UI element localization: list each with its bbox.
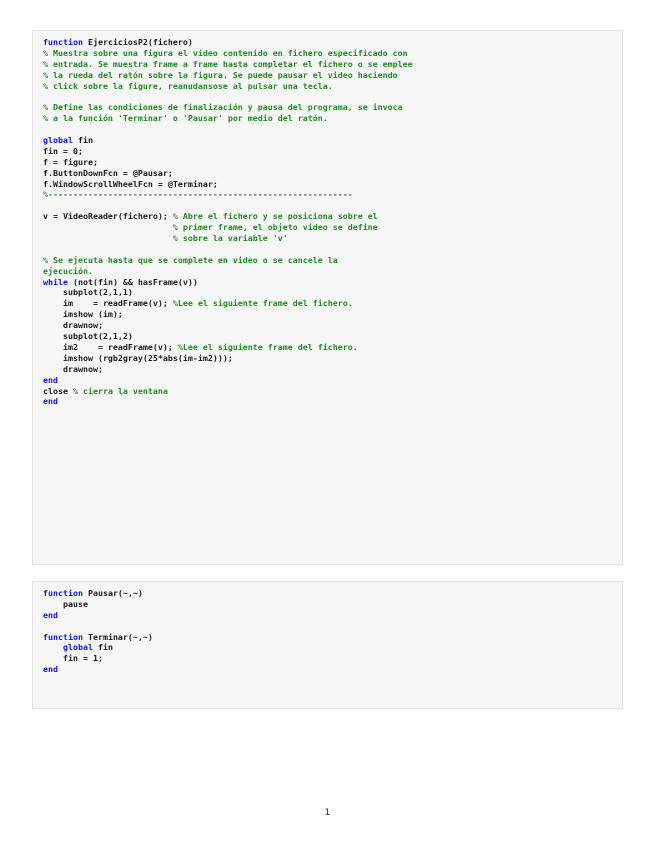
code-keyword: function: [43, 588, 83, 598]
code-line: [43, 386, 612, 397]
code-text: Terminar(~,~): [82, 631, 153, 642]
code-line: [43, 653, 612, 664]
code-text: im2 = readFrame(v);: [43, 341, 178, 352]
code-keyword: global: [43, 135, 73, 146]
code-comment: % a la función 'Terminar' o 'Pausar' por medio del ratón.: [43, 113, 328, 124]
code-line: [43, 59, 612, 70]
code-keyword: while: [43, 276, 68, 287]
code-line: [43, 298, 612, 309]
code-comment: % Muestra sobre una figura el video contenido en fichero especificado con: [43, 47, 408, 58]
code-text: drawnow;: [43, 363, 103, 374]
code-line: [43, 255, 612, 266]
code-text: f.WindowScrollWheelFcn = @Terminar;: [43, 178, 218, 189]
page-number: 1: [324, 808, 331, 818]
code-text: fin: [92, 642, 113, 653]
code-comment: % click sobre la figure, reanudansose al pulsar una tecla.: [43, 80, 333, 91]
code-line: [43, 124, 612, 135]
code-text: Pausar(~,~): [82, 588, 143, 598]
code-text: [43, 233, 173, 243]
code-text: close: [43, 385, 73, 396]
code-text: fin = 1;: [43, 653, 103, 664]
code-line: [43, 320, 612, 331]
code-text: subplot(2,1,1): [43, 287, 133, 298]
code-comment: % cierra la ventana: [72, 385, 168, 396]
code-line: [43, 664, 612, 675]
code-keyword: function: [43, 631, 83, 642]
code-text: pause: [43, 598, 88, 609]
code-text: [43, 222, 173, 232]
code-line: [43, 266, 612, 277]
code-line: [43, 102, 612, 113]
code-line: [43, 396, 612, 407]
code-line: [43, 200, 612, 211]
code-line: [43, 642, 612, 653]
code-line: [43, 211, 612, 222]
code-text: im = readFrame(v);: [43, 298, 173, 309]
code-line: [43, 91, 612, 102]
code-line: [43, 168, 612, 179]
code-comment: % Define las condiciones de finalización y pausa del programa, se invoca: [43, 102, 403, 113]
code-keyword: end: [43, 396, 58, 407]
code-comment: %-------------------------------------------------------------: [43, 189, 353, 200]
code-comment: %Lee el siguiente frame del fichero.: [177, 341, 358, 352]
code-keyword: function: [43, 37, 83, 47]
code-line: [43, 599, 612, 610]
code-comment: % la rueda del ratón sobre la figura. Se puede pausar el video haciendo: [43, 69, 398, 80]
code-comment: %Lee el siguiente frame del fichero.: [172, 298, 353, 309]
code-line: [43, 70, 612, 81]
code-text: imshow (im);: [43, 309, 123, 320]
code-comment: % entrada. Se muestra frame a frame hasta completar el fichero o se emplee: [43, 58, 413, 69]
code-keyword: global: [62, 642, 93, 653]
code-line: [43, 277, 612, 288]
code-keyword: end: [43, 374, 58, 385]
code-line: [43, 621, 612, 632]
code-text: fin: [72, 135, 93, 146]
code-line: [43, 588, 612, 599]
code-block-callbacks: [32, 581, 623, 709]
code-line: [43, 81, 612, 92]
code-comment: ejecución.: [43, 265, 93, 276]
code-keyword: end: [43, 664, 58, 675]
code-text: f.ButtonDownFcn = @Pausar;: [43, 167, 173, 178]
code-line: [43, 233, 612, 244]
code-text: (not(fin) && hasFrame(v)): [67, 276, 198, 287]
code-text: subplot(2,1,2): [43, 331, 133, 342]
code-comment: % sobre la variable 'v': [172, 233, 288, 244]
code-line: [43, 146, 612, 157]
code-line: [43, 113, 612, 124]
code-text: fin = 0;: [43, 145, 83, 156]
code-line: [43, 610, 612, 621]
code-line: [43, 157, 612, 168]
code-text: EjerciciosP2(fichero): [82, 37, 193, 47]
code-line: [43, 179, 612, 190]
code-line: [43, 342, 612, 353]
code-line: [43, 37, 612, 48]
code-keyword: end: [43, 609, 58, 620]
code-line: [43, 632, 612, 643]
code-line: [43, 375, 612, 386]
code-comment: % primer frame, el objeto video se define: [172, 222, 378, 233]
code-line: [43, 364, 612, 375]
code-line: [43, 48, 612, 59]
code-comment: % Se ejecuta hasta que se complete en video o se cancele la: [43, 254, 338, 265]
code-block-main: [32, 30, 623, 565]
code-line: [43, 222, 612, 233]
code-text: drawnow;: [43, 320, 103, 331]
code-line: [43, 135, 612, 146]
code-line: [43, 309, 612, 320]
code-line: [43, 353, 612, 364]
code-text: f = figure;: [43, 156, 98, 167]
code-comment: % Abre el fichero y se posiciona sobre el: [172, 211, 378, 222]
code-line: [43, 189, 612, 200]
code-line: [43, 244, 612, 255]
code-text: v = VideoReader(fichero);: [43, 211, 173, 222]
code-line: [43, 331, 612, 342]
code-line: [43, 287, 612, 298]
code-text: imshow (rgb2gray(25*abs(im-im2)));: [43, 352, 233, 363]
code-text: [43, 642, 63, 652]
